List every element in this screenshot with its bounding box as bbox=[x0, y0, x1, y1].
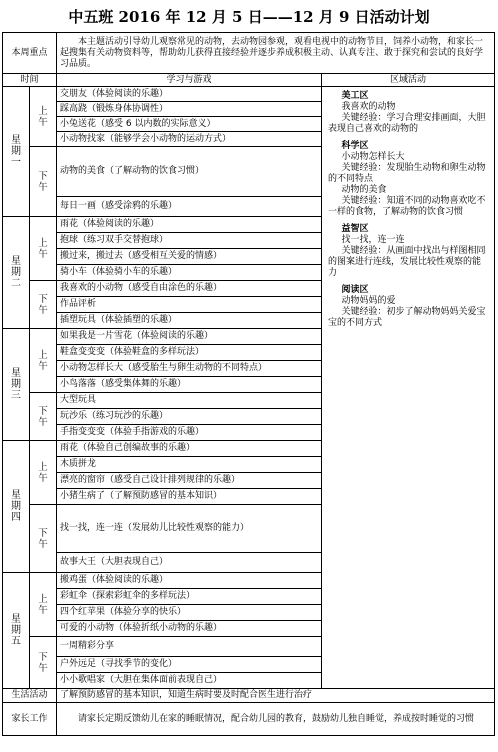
area-line: 找一找，连一连 bbox=[341, 235, 405, 245]
area-line: 关键经验：学习合理安排画面，大胆表现自己喜欢的动物的 bbox=[328, 113, 486, 134]
afternoon-activity: 户外远足（寻找季节的变化） bbox=[57, 657, 322, 673]
morning-activity: 小动物找家（能够学会小动物的运动方式） bbox=[57, 132, 322, 147]
label-char: 星 bbox=[11, 490, 21, 501]
morning-activity: 小猪生病了（了解预防感冒的基本知识） bbox=[57, 489, 322, 505]
label-char: 星 bbox=[11, 256, 21, 267]
afternoon-activity: 我喜欢的小动物（感受自由涂色的乐趣） bbox=[57, 281, 322, 297]
day-label bbox=[3, 87, 30, 217]
area-line: 我喜欢的动物 bbox=[341, 102, 396, 112]
label-char: 星 bbox=[11, 135, 21, 146]
morning-activity: 搬鸡蛋（体验阅读的乐趣） bbox=[57, 573, 322, 589]
afternoon-activity: 玩沙乐（练习玩沙的乐趣） bbox=[57, 409, 322, 425]
label-char: 午 bbox=[38, 304, 48, 316]
label-char: 上 bbox=[38, 593, 48, 605]
afternoon-activity: 每日一画（感受涂鸦的乐趣） bbox=[57, 197, 322, 217]
afternoon-activity: 手指变变变（体验手指游戏的乐趣） bbox=[57, 425, 322, 441]
label-char: 午 bbox=[38, 181, 48, 193]
label-char: 上 bbox=[38, 349, 48, 361]
label-char: 期 bbox=[11, 625, 21, 636]
morning-activity: 小动物怎样长大（感受胎生与卵生动物的不同特点） bbox=[57, 361, 322, 377]
area-line: 关键经验：从画面中找出与样图相同的图案进行连线，发展比较性观察的能力 bbox=[328, 246, 486, 278]
label-char: 午 bbox=[38, 416, 48, 428]
family-work-row bbox=[3, 703, 495, 736]
label-char: 午 bbox=[38, 662, 48, 674]
label-char: 四 bbox=[11, 512, 21, 523]
label-char: 五 bbox=[11, 636, 21, 647]
weekly-plan-table bbox=[2, 32, 495, 736]
area-line: 动物的美食 bbox=[341, 185, 387, 195]
morning-activity: 骑小车（体验骑小车的乐趣） bbox=[57, 265, 322, 281]
afternoon-activity: 一周精彩分享 bbox=[57, 637, 322, 657]
label-char: 期 bbox=[11, 379, 21, 390]
area-block bbox=[328, 91, 488, 135]
afternoon-label bbox=[30, 637, 57, 689]
area-line: 关键经验：初步了解动物妈妈关爱宝宝的不同方式 bbox=[328, 307, 486, 328]
morning-activity: 踩高跷（锻炼身体协调性） bbox=[57, 102, 322, 117]
area-line: 关键经验：发现胎生动物和卵生动物的不同特点 bbox=[328, 163, 486, 184]
morning-activity: 搬过来，搬过去（感受相互关爱的情感） bbox=[57, 249, 322, 265]
morning-label bbox=[30, 87, 57, 147]
morning-activity: 雨花（体验阅读的乐趣） bbox=[57, 217, 322, 233]
afternoon-activity: 大型玩具 bbox=[57, 393, 322, 409]
morning-activity: 如果我是一片雪花（体验阅读的乐趣） bbox=[57, 329, 322, 345]
header-time: 时间 bbox=[3, 74, 57, 87]
area-name: 阅读区 bbox=[341, 285, 369, 295]
label-char: 午 bbox=[38, 472, 48, 484]
area-block bbox=[328, 285, 488, 329]
area-line: 动物妈妈的爱 bbox=[341, 296, 396, 306]
label-char: 星 bbox=[11, 614, 21, 625]
area-name: 科学区 bbox=[341, 141, 369, 151]
morning-activity: 可爱的小动物（体验折纸小动物的乐趣） bbox=[57, 621, 322, 637]
area-activities-cell bbox=[322, 87, 495, 689]
label-char: 午 bbox=[38, 538, 48, 550]
afternoon-activity: 作品评析 bbox=[57, 297, 322, 313]
page-title: 中五班 2016 年 12 月 5 日——12 月 9 日活动计划 bbox=[68, 8, 430, 26]
life-activity-row bbox=[3, 689, 495, 703]
afternoon-activity: 故事大王（大胆表现自己） bbox=[57, 553, 322, 573]
morning-label bbox=[30, 329, 57, 393]
morning-label bbox=[30, 217, 57, 281]
morning-activity: 雨花（体验自己创编故事的乐趣） bbox=[57, 441, 322, 457]
label-char: 午 bbox=[38, 360, 48, 372]
area-block bbox=[328, 224, 488, 279]
morning-activity: 漂亮的窗帘（感受自己设计排列规律的乐趣） bbox=[57, 473, 322, 489]
focus-label: 本周重点 bbox=[3, 33, 57, 74]
label-char: 上 bbox=[38, 105, 48, 117]
afternoon-activity: 找一找，连一连（发展幼儿比较性观察的能力） bbox=[57, 505, 322, 553]
label-char: 午 bbox=[38, 116, 48, 128]
label-char: 星 bbox=[11, 368, 21, 379]
label-char: 期 bbox=[11, 501, 21, 512]
family-work-label: 家长工作 bbox=[3, 703, 57, 736]
label-char: 下 bbox=[38, 527, 48, 539]
life-activity-label: 生活活动 bbox=[3, 689, 57, 703]
morning-activity: 鞋盒变变变（体验鞋盒的多样玩法） bbox=[57, 345, 322, 361]
area-name: 益智区 bbox=[341, 224, 369, 234]
morning-activity: 小兔送花（感受 6 以内数的实际意义） bbox=[57, 117, 322, 132]
label-char: 三 bbox=[11, 390, 21, 401]
afternoon-label bbox=[30, 505, 57, 573]
morning-activity: 彩虹伞（探索彩虹伞的多样玩法） bbox=[57, 589, 322, 605]
area-block bbox=[328, 141, 488, 218]
label-char: 二 bbox=[11, 278, 21, 289]
morning-activity: 交朋友（体验阅读的乐趣） bbox=[57, 87, 322, 102]
label-char: 上 bbox=[38, 237, 48, 249]
header-activities: 学习与游戏 bbox=[57, 74, 322, 87]
family-work-text: 请家长定期反馈幼儿在家的睡眠情况，配合幼儿园的教育，鼓励幼儿独自睡觉，养成按时睡觉的习惯 bbox=[57, 703, 495, 736]
label-char: 下 bbox=[38, 293, 48, 305]
label-char: 下 bbox=[38, 170, 48, 182]
day-label bbox=[3, 217, 30, 329]
label-char: 上 bbox=[38, 461, 48, 473]
area-name: 美工区 bbox=[341, 91, 369, 101]
header-row bbox=[3, 74, 495, 87]
afternoon-label bbox=[30, 281, 57, 329]
focus-row bbox=[3, 33, 495, 74]
morning-activity: 四个红苹果（体验分享的快乐） bbox=[57, 605, 322, 621]
day-label bbox=[3, 441, 30, 573]
afternoon-activity: 插塑玩具（体验插塑的乐趣） bbox=[57, 313, 322, 329]
activity-row bbox=[3, 87, 495, 102]
area-line: 关键经验：知道不同的动物喜欢吃不一样的食物，了解动物的饮食习惯 bbox=[328, 196, 486, 217]
day-label bbox=[3, 329, 30, 441]
morning-activity: 小鸟落落（感受集体舞的乐趣） bbox=[57, 377, 322, 393]
area-line: 小动物怎样长大 bbox=[341, 152, 405, 162]
header-areas: 区域活动 bbox=[322, 74, 495, 87]
label-char: 一 bbox=[11, 157, 21, 168]
day-label bbox=[3, 573, 30, 689]
focus-text: 本主题活动引导幼儿观察常见的动物，去动物园参观，观看电视中的动物节目，饲养小动物，和家长一起搜集有关动物资料等，帮助幼儿获得直接经验并逐步养成积极主动、认真专注、敢于探究和尝试的良好学习品质。 bbox=[57, 33, 495, 74]
life-activity-text: 了解预防感冒的基本知识，知道生病时要及时配合医生进行治疗 bbox=[57, 689, 495, 703]
label-char: 午 bbox=[38, 604, 48, 616]
label-char: 期 bbox=[11, 267, 21, 278]
morning-activity: 抱球（练习双手交替抱球） bbox=[57, 233, 322, 249]
morning-label bbox=[30, 441, 57, 505]
afternoon-activity: 小小歌唱家（大胆在集体面前表现自己） bbox=[57, 673, 322, 689]
label-char: 下 bbox=[38, 405, 48, 417]
morning-activity: 木质拼龙 bbox=[57, 457, 322, 473]
label-char: 午 bbox=[38, 248, 48, 260]
afternoon-label bbox=[30, 393, 57, 441]
afternoon-label bbox=[30, 147, 57, 217]
morning-label bbox=[30, 573, 57, 637]
label-char: 下 bbox=[38, 651, 48, 663]
label-char: 期 bbox=[11, 146, 21, 157]
afternoon-activity: 动物的美食（了解动物的饮食习惯） bbox=[57, 147, 322, 197]
